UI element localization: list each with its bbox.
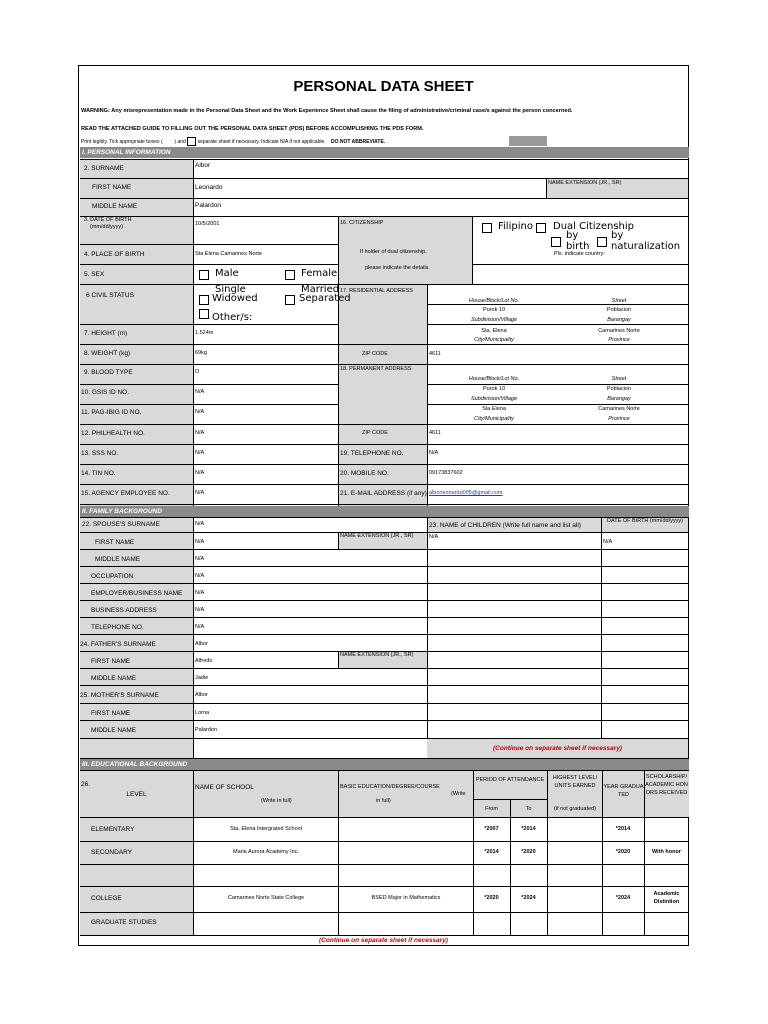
filipino-option: Filipino — [498, 221, 533, 232]
sss-value[interactable]: N/A — [195, 450, 205, 456]
edu-to-secondary[interactable]: *2020 — [521, 849, 536, 855]
sss-label: 13. SSS NO. — [81, 450, 119, 457]
degree-header-sub-b: in full) — [376, 798, 391, 804]
mother-middle-value[interactable]: Palardon — [195, 727, 218, 733]
father-surname-value[interactable]: Albor — [195, 641, 208, 647]
pls-indicate-country: Pls. indicate country: — [554, 251, 605, 257]
edu-degree-college[interactable]: BSED Major in Mathematics — [371, 895, 441, 901]
agency-value[interactable]: N/A — [195, 490, 205, 496]
separated-option: Separated — [299, 293, 351, 304]
education-level-header: LEVEL — [126, 791, 147, 798]
do-not-abbreviate: DO NOT ABBREVIATE. — [331, 138, 386, 145]
spouse-name-ext-label: NAME EXTENSION (JR., SR) — [340, 533, 414, 539]
female-option: Female — [301, 268, 338, 279]
residential-address-label: 17. RESIDENTIAL ADDRESS — [340, 288, 413, 294]
mother-first-value[interactable]: Lorna — [195, 710, 210, 716]
height-value[interactable]: 1.524m — [195, 330, 214, 336]
spouse-middle-value[interactable]: N/A — [195, 556, 205, 562]
warning-text: WARNING: Any misrepresentation made in the Personal Data Sheet and the Work Experience Sheet shall cause the filing of administrative/criminal case/s against the person concerned. — [81, 108, 573, 114]
mobile-value[interactable]: 09173837602 — [429, 470, 463, 476]
children-dob-label: DATE OF BIRTH (mm/dd/yyyy) — [607, 518, 683, 524]
perm-zip-label: ZIP CODE — [362, 430, 388, 436]
sex-label: 5. SEX — [84, 271, 105, 278]
first-name-value[interactable]: Leonardo — [195, 184, 223, 191]
res-zip-value[interactable]: 4611 — [429, 351, 441, 357]
mother-first-label: FIRST NAME — [91, 710, 131, 717]
res-subdivision-caption: Subdivision/Village — [470, 317, 518, 323]
edu-year-secondary[interactable]: *2020 — [615, 849, 631, 855]
married-option: Married — [301, 284, 340, 295]
page-title: PERSONAL DATA SHEET — [293, 78, 474, 95]
mother-surname-value[interactable]: Albor — [195, 692, 208, 698]
highest-level-sub: (if not graduated) — [554, 806, 596, 812]
from-header: From — [485, 806, 498, 812]
email-value[interactable]: alborleonardo005@gmail.com — [429, 490, 503, 496]
res-province-value[interactable]: Camarines Norte — [598, 328, 640, 334]
height-label: 7. HEIGHT (m) — [84, 330, 128, 337]
perm-barangay-caption: Barangay — [607, 396, 631, 402]
section-educational-background: III. EDUCATIONAL BACKGROUND — [80, 759, 689, 770]
first-name-label: FIRST NAME — [92, 184, 132, 191]
widowed-option: Widowed — [212, 293, 258, 304]
perm-city-value[interactable]: Sta Elena — [482, 406, 506, 412]
year-graduated-header: YEAR GRADUATED — [603, 784, 644, 798]
spouse-surname-label: 22. SPOUSE'S SURNAME — [82, 521, 160, 528]
mobile-label: 20. MOBILE NO. — [340, 470, 389, 477]
tick-sample-icon — [187, 137, 196, 146]
edu-from-elementary[interactable]: *2007 — [484, 826, 499, 832]
others-checkbox[interactable] — [199, 309, 209, 319]
perm-province-caption: Province — [608, 416, 630, 422]
mother-surname-label: 25. MOTHER'S SURNAME — [80, 692, 159, 699]
edu-to-college[interactable]: *2024 — [521, 895, 536, 901]
honors-header: SCHOLARSHIP/ ACADEMIC HONORS RECEIVED — [645, 774, 688, 796]
by-naturalization-checkbox[interactable] — [597, 237, 607, 247]
by-birth-checkbox[interactable] — [551, 237, 561, 247]
male-option: Male — [215, 268, 239, 279]
edu-level-elementary: ELEMENTARY — [91, 826, 135, 833]
gsis-value[interactable]: N/A — [195, 389, 205, 395]
blood-type-label: 9. BLOOD TYPE — [84, 369, 133, 376]
mother-middle-label: MIDDLE NAME — [91, 727, 137, 734]
perm-subdivision-caption: Subdivision/Village — [470, 396, 518, 402]
agency-label: 15. AGENCY EMPLOYEE NO. — [81, 490, 170, 497]
section-family-background: II. FAMILY BACKGROUND — [80, 506, 689, 517]
spouse-first-label: FIRST NAME — [95, 539, 135, 546]
perm-zip-value[interactable]: 4611 — [429, 430, 441, 436]
civil-status-options — [194, 284, 351, 323]
edu-level-graduate: GRADUATE STUDIES — [91, 919, 157, 926]
res-city-caption: City/Municipality — [474, 337, 514, 343]
female-checkbox[interactable] — [285, 270, 295, 280]
res-city-value[interactable]: Sta. Elena — [481, 328, 507, 334]
pagibig-value[interactable]: N/A — [195, 409, 205, 415]
res-house-caption: House/Block/Lot No. — [468, 298, 520, 304]
name-extension-label: NAME EXTENSION (JR., SR) — [548, 180, 622, 186]
dual-note-1: If holder of dual citizenship, — [360, 249, 427, 255]
dual-note-2: please indicate the details. — [365, 265, 430, 271]
edu-school-secondary[interactable]: Maria Aurora Academy Inc. — [232, 849, 300, 855]
surname-value[interactable]: Albor — [195, 162, 211, 169]
perm-barangay-value[interactable]: Poblacion — [606, 386, 632, 392]
perm-house-caption: House/Block/Lot No. — [468, 376, 520, 382]
father-middle-value[interactable]: Jadie — [195, 675, 209, 681]
edu-honors-secondary[interactable]: With honor — [652, 849, 681, 855]
section-personal-information: I. PERSONAL INFORMATION — [80, 147, 689, 158]
highest-level-header: HIGHEST LEVEL/ UNITS EARNED — [552, 775, 598, 789]
telephone-label: 19. TELEPHONE NO. — [340, 450, 404, 457]
middle-name-label: MIDDLE NAME — [92, 203, 138, 210]
place-of-birth-value[interactable]: Sta Elena Camarines Norte — [195, 251, 262, 257]
degree-header-sub-a: (Write — [451, 791, 466, 797]
spouse-telephone-value[interactable]: N/A — [195, 624, 205, 630]
single-option: Single — [215, 284, 246, 295]
place-of-birth-label: 4. PLACE OF BIRTH — [84, 251, 145, 258]
edu-from-secondary[interactable]: *2014 — [484, 849, 499, 855]
by-birth-option: by birth — [566, 230, 590, 252]
res-barangay-caption: Barangay — [607, 317, 631, 323]
employer-label: EMPLOYER/BUSINESS NAME — [91, 590, 183, 597]
edu-year-elementary[interactable]: *2014 — [615, 826, 631, 832]
widowed-checkbox[interactable] — [199, 295, 209, 305]
spouse-telephone-label: TELEPHONE NO. — [91, 624, 144, 631]
filipino-checkbox[interactable] — [482, 223, 492, 233]
philhealth-label: 12. PHILHEALTH NO. — [81, 430, 145, 437]
children-name-value[interactable]: N/A — [429, 534, 439, 540]
degree-header: BASIC EDUCATION/DEGREE/COURSE — [340, 784, 440, 790]
perm-street-caption: Street — [611, 376, 627, 382]
male-checkbox[interactable] — [199, 270, 209, 280]
civil-status-label: 6 CIVIL STATUS — [86, 292, 134, 299]
blood-type-value[interactable]: O — [195, 369, 200, 375]
tin-value[interactable]: N/A — [195, 470, 205, 476]
school-header-sub: (Write in full) — [261, 798, 292, 804]
edu-school-college[interactable]: Camarines Norte State College — [227, 895, 305, 901]
dual-citizenship-option: Dual Citizenship — [553, 221, 634, 232]
separated-checkbox[interactable] — [285, 295, 295, 305]
surname-label: 2. SURNAME — [84, 165, 124, 172]
citizenship-label: 16. CITIZENSHIP — [340, 220, 384, 226]
pagibig-label: 11. PAG-IBIG ID NO. — [81, 409, 142, 416]
business-address-value[interactable]: N/A — [195, 607, 205, 613]
edu-school-elementary[interactable]: Sta. Elena Intergrated School — [230, 826, 302, 832]
father-first-label: FIRST NAME — [91, 658, 131, 665]
children-label: 23. NAME of CHILDREN (Write full name and list all) — [429, 522, 581, 529]
perm-province-value[interactable]: Camarines Norte — [598, 406, 640, 412]
weight-value[interactable]: 69kg — [195, 350, 207, 356]
edu-honors-college[interactable]: Academic Distintion — [653, 891, 680, 905]
permanent-address-label: 18. PERMANENT ADDRESS — [340, 366, 412, 372]
period-header: PERIOD OF ATTENDANCE — [475, 777, 545, 783]
occupation-value[interactable]: N/A — [195, 573, 205, 579]
edu-year-college[interactable]: *2024 — [615, 895, 631, 901]
print-note-a: Print legibly. Tick appropriate boxes ( — [81, 138, 163, 145]
dual-citizenship-checkbox[interactable] — [536, 223, 546, 233]
dob-label: 3. DATE OF BIRTH — [84, 217, 132, 223]
edu-from-college[interactable]: *2020 — [484, 895, 499, 901]
spouse-middle-label: MIDDLE NAME — [95, 556, 141, 563]
guide-text: READ THE ATTACHED GUIDE TO FILLING OUT THE PERSONAL DATA SHEET (PDS) BEFORE ACCOMPLISHING THE PDS FORM. — [81, 126, 424, 132]
education-number: 26. — [81, 781, 91, 788]
philhealth-value[interactable]: N/A — [195, 430, 205, 436]
father-first-value[interactable]: Alfredo — [195, 658, 213, 664]
to-header: To — [525, 806, 532, 812]
occupation-label: OCCUPATION — [91, 573, 134, 580]
gsis-label: 10. GSIS ID NO. — [81, 389, 130, 396]
business-address-label: BUSINESS ADDRESS — [91, 607, 157, 614]
edu-to-elementary[interactable]: *2014 — [521, 826, 536, 832]
personal-data-sheet — [78, 65, 689, 946]
spouse-surname-value[interactable]: N/A — [195, 521, 205, 527]
tin-label: 14. TIN NO. — [81, 470, 116, 477]
education-continue-note: (Continue on separate sheet if necessary) — [319, 937, 448, 944]
res-zip-label: ZIP CODE — [362, 351, 388, 357]
others-option: Other/s: — [212, 312, 253, 323]
middle-name-value[interactable]: Palardon — [195, 202, 222, 209]
print-note-c: separate sheet if necessary. Indicate N/A if not applicable. — [197, 138, 326, 145]
res-street-caption: Street — [611, 298, 627, 304]
father-name-ext-label: NAME EXTENSION (JR., SR) — [340, 652, 414, 658]
email-label: 21. E-MAIL ADDRESS (if any) — [340, 490, 427, 497]
by-naturalization-option: by naturalization — [611, 230, 681, 252]
weight-label: 8. WEIGHT (kg) — [84, 350, 131, 357]
res-street-value[interactable]: Purok 10 — [482, 307, 505, 313]
perm-city-caption: City/Municipality — [474, 416, 514, 422]
family-continue-note: (Continue on separate sheet if necessary) — [493, 745, 622, 752]
telephone-value[interactable]: N/A — [429, 450, 439, 456]
res-province-caption: Province — [608, 337, 630, 343]
edu-level-secondary: SECONDARY — [91, 849, 133, 856]
children-dob-value[interactable]: N/A — [603, 539, 613, 545]
dob-format: (mm/dd/yyyy) — [90, 224, 123, 230]
school-header: NAME OF SCHOOL — [195, 784, 254, 791]
res-barangay-value[interactable]: Poblacion — [606, 307, 632, 313]
father-middle-label: MIDDLE NAME — [91, 675, 137, 682]
spouse-first-value[interactable]: N/A — [195, 539, 205, 545]
edu-level-college: COLLEGE — [91, 895, 122, 902]
perm-street-value[interactable]: Purok 10 — [482, 386, 505, 392]
employer-value[interactable]: N/A — [195, 590, 205, 596]
print-note — [81, 137, 385, 146]
dob-value[interactable]: 10/5/2001 — [195, 221, 220, 227]
father-surname-label: 24. FATHER'S SURNAME — [80, 641, 156, 648]
print-note-b: ) and — [174, 138, 186, 145]
